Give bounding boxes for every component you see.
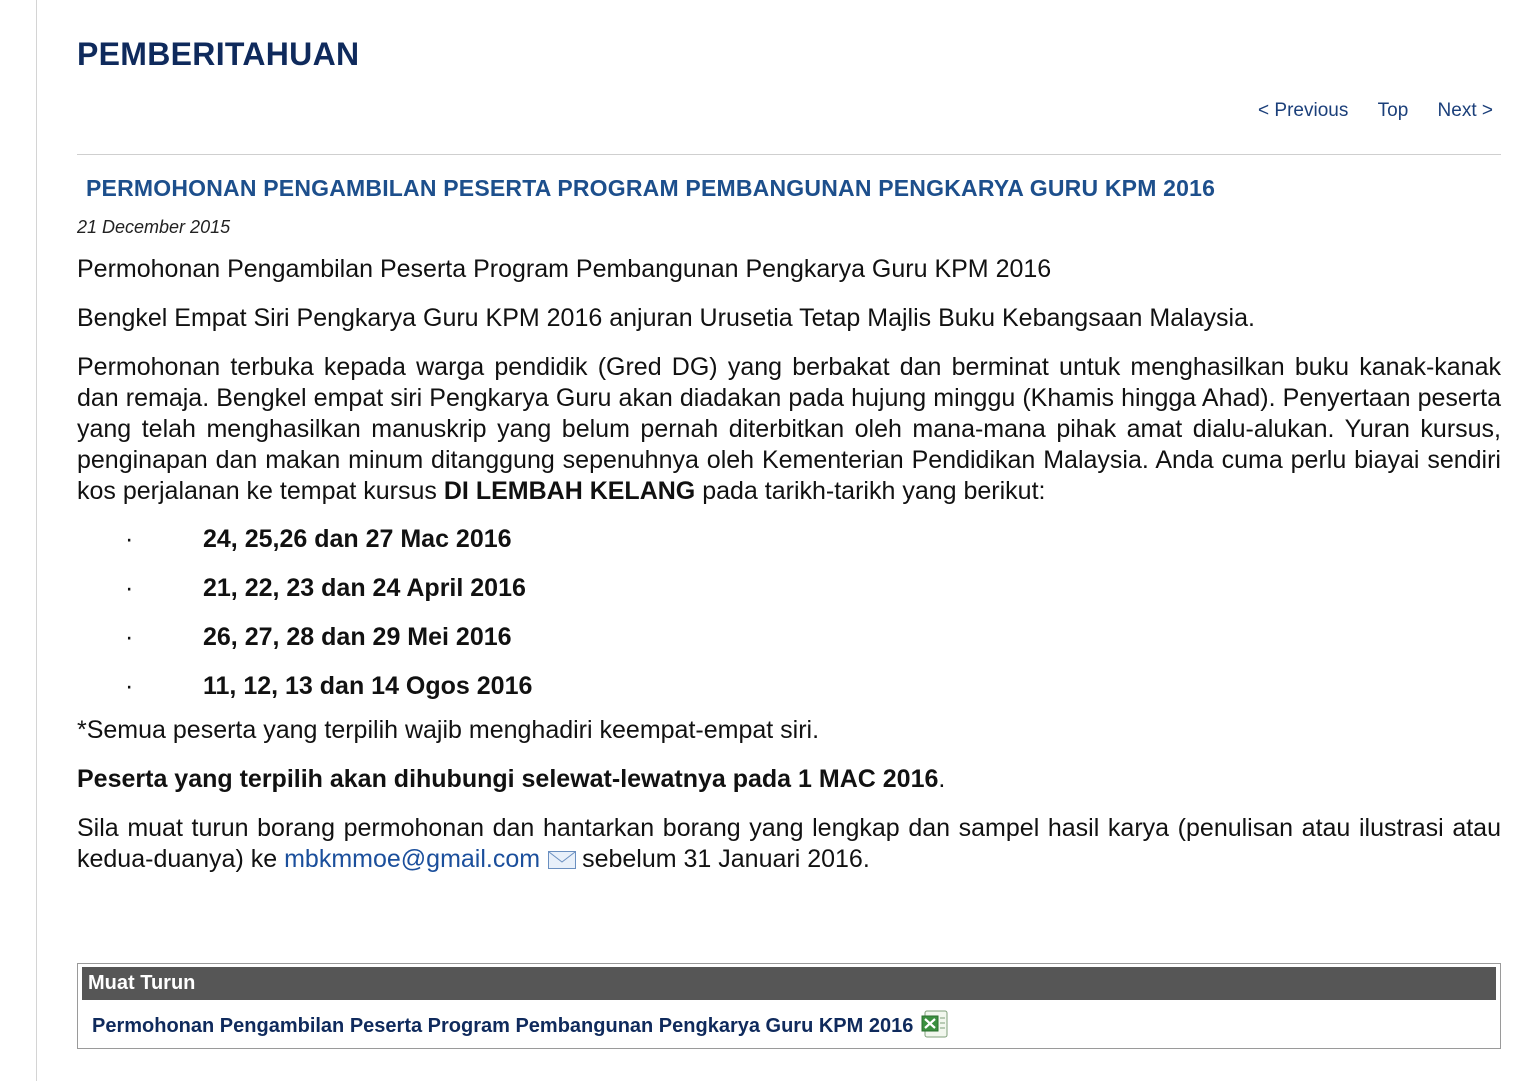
instruction-paragraph [77,813,1501,875]
bullet-icon: · [125,623,134,651]
instruction-tail: sebelum 31 Januari 2016. [582,845,870,873]
pager-nav [1234,100,1493,122]
list-item [77,564,1501,613]
download-header: Muat Turun [82,967,1496,1000]
article-date: 21 December 2015 [77,217,231,237]
list-item [77,613,1501,662]
date-item-text: 21, 22, 23 dan 24 April 2016 [203,574,526,602]
date-item-text: 24, 25,26 dan 27 Mac 2016 [203,525,512,553]
bullet-icon: · [125,672,134,700]
excel-file-icon[interactable] [921,1010,951,1038]
page-title: PEMBERITAHUAN [77,36,360,72]
list-item [77,662,1501,711]
date-list [77,515,1501,711]
paragraph-1: Permohonan Pengambilan Peserta Program Pembangunan Pengkarya Guru KPM 2016 [77,255,1052,283]
notice-bold: Peserta yang terpilih akan dihubungi selewat-lewatnya pada 1 MAC 2016 [77,765,939,793]
download-link[interactable] [92,1010,951,1038]
notice-tail: . [938,765,946,793]
top-link[interactable]: Top [1377,100,1409,121]
mail-icon[interactable] [548,851,576,869]
note-text: *Semua peserta yang terpilih wajib menghadiri keempat-empat siri. [77,716,820,744]
paragraph-3-bold: DI LEMBAH KELANG [443,477,696,505]
download-panel [77,963,1501,1049]
left-border [36,0,37,1081]
paragraph-3-text: Permohonan terbuka kepada warga pendidik (Gred DG) yang berbakat dan berminat untuk menghasilkan buku kanak-kanak dan remaja. Bengkel empat siri Pengkarya Guru akan diadakan pada hujung minggu (Khamis hingga Ahad). Penyertaan peserta yang telah menghasilkan manuskrip yang belum pernah diterbitkan oleh mana-mana pihak amat dialu-alukan. Yuran kursus, penginapan dan makan minum ditanggung sepenuhnya oleh Kementerian Pendidikan Malaysia. Anda cuma perlu biayai sendiri kos perjalanan ke tempat kursus [77,353,1501,505]
download-link-label: Permohonan Pengambilan Peserta Program Pembangunan Pengkarya Guru KPM 2016 [92,1015,914,1037]
article-body [77,254,1501,893]
previous-link[interactable]: < Previous [1258,100,1349,121]
paragraph-3-tail: pada tarikh-tarikh yang berikut: [702,477,1046,505]
next-link[interactable]: Next > [1437,100,1493,121]
bullet-icon: · [125,525,134,553]
paragraph-2: Bengkel Empat Siri Pengkarya Guru KPM 2016 anjuran Urusetia Tetap Majlis Buku Kebangsaan Malaysia. [77,304,1255,332]
paragraph-3 [77,352,1501,507]
article-title: PERMOHONAN PENGAMBILAN PESERTA PROGRAM PEMBANGUNAN PENGKARYA GURU KPM 2016 [86,175,1216,201]
email-link[interactable]: mbkmmoe@gmail.com [284,845,541,873]
list-item [77,515,1501,564]
date-item-text: 11, 12, 13 dan 14 Ogos 2016 [203,672,533,700]
divider [77,154,1501,155]
notice-paragraph [77,764,1501,795]
date-item-text: 26, 27, 28 dan 29 Mei 2016 [203,623,512,651]
bullet-icon: · [125,574,134,602]
instruction-text: Sila muat turun borang permohonan dan hantarkan borang yang lengkap dan sampel hasil karya (penulisan atau ilustrasi atau kedua-duanya) ke [77,814,1501,873]
